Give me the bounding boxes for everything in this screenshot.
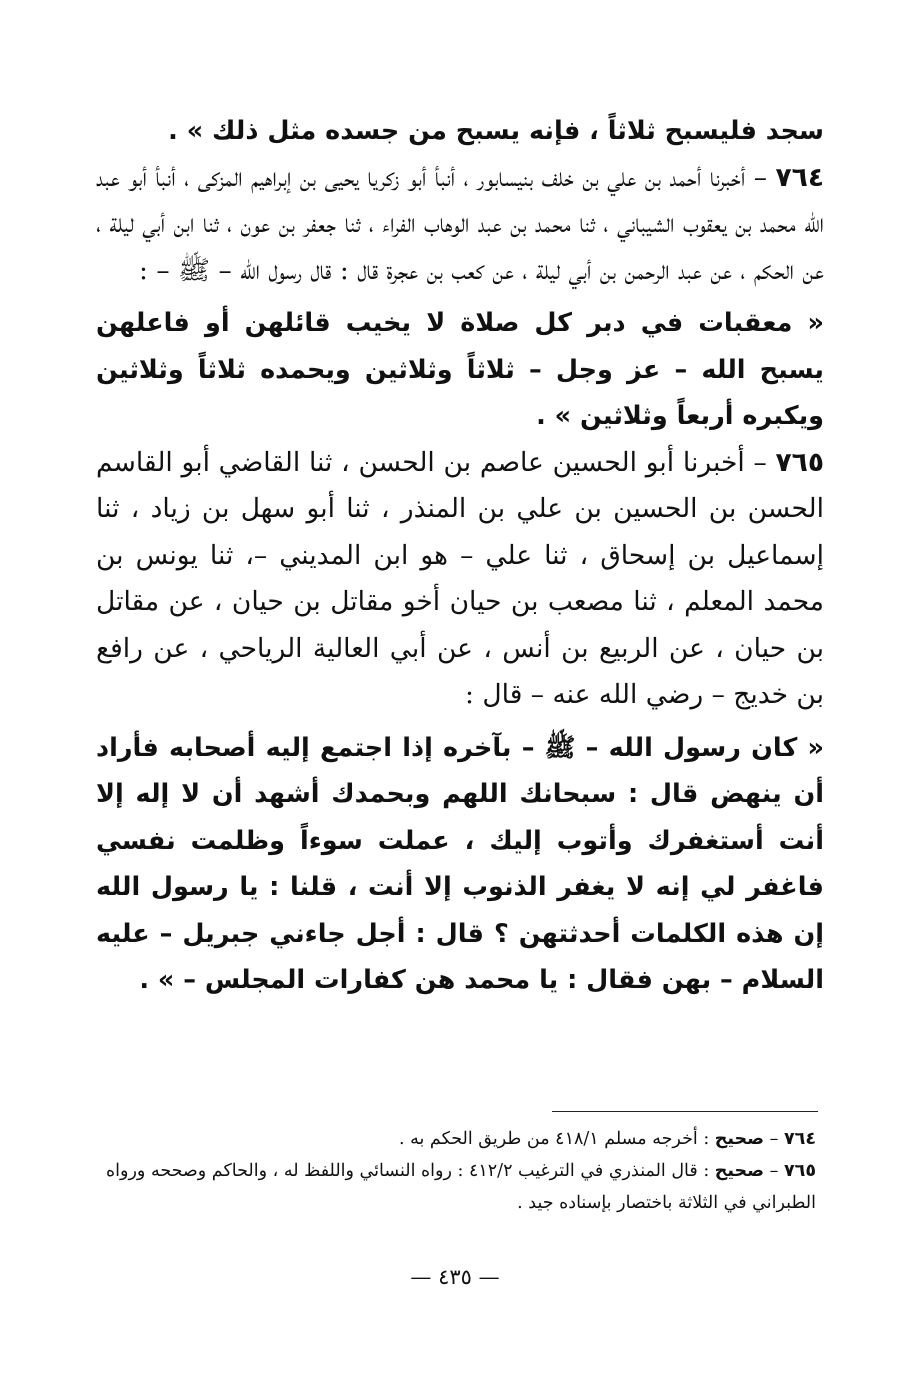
footnote-765 [86,1155,816,1219]
hadith-number: ٧٦٥ [775,446,824,478]
isnad-text: – أخبرنا أبو الحسين عاصم بن الحسن ، ثنا القاضي أبو القاسم الحسن بن الحسين بن علي بن المنذر ، ثنا أبو سهل بن زياد ، ثنا إسماعيل بن إسحاق ، ثنا علي – هو ابن المديني –، ثنا يونس بن محمد المعلم ، ثنا مصعب بن حيان أخو مقاتل بن حيان ، عن مقاتل بن حيان ، عن الربيع بن أنس ، عن أبي العالية الرياحي ، عن رافع بن خديج – رضي الله عنه – قال : [96,446,824,710]
isnad-text: – أخبرنا أحمد بن علي بن خلف بنيسابور ، أنبأ أبو زكريا يحيى بن إبراهيم المزكى ، أنبأ أبو عبد الله محمد بن يعقوب الشيباني ، ثنا محمد بن عبد الوهاب الفراء ، ثنا جعفر بن عون ، ثنا ابن أبي ليلة ، عن الحكم ، عن عبد الرحمن بن أبي ليلة ، عن كعب بن عجرة قال : قال رسول الله – ﷺ – : [96,161,824,286]
footnote-text: : أخرجه مسلم ٤١٨/١ من طريق الحكم به . [398,1129,715,1149]
hadith-764-text: « معقبات في دبر كل صلاة لا يخيب قائلهن أو فاعلهن يسبح الله – عز وجل – ثلاثاً وثلاثين ويحمده ثلاثاً وثلاثين ويكبره أربعاً وثلاثين » . [96,308,824,431]
footnote-number: ٧٦٥ [783,1161,816,1181]
footnote-divider [552,1111,818,1112]
hadith-text-continued: سجد فليسبح ثلاثاً ، فإنه يسبح من جسده مثل ذلك » . [168,116,824,146]
footnote-grade: صحيح [714,1161,765,1181]
hadith-764-chain [96,155,824,295]
page-number: — ٤٣٥ — [410,1265,500,1289]
footnote-764 [86,1123,816,1155]
hadith-765-chain [96,440,824,719]
footnote-grade: صحيح [714,1129,765,1149]
footnote-dash: – [764,1161,784,1181]
main-text [96,108,824,1004]
footnote-dash: – [764,1129,784,1149]
hadith-765-text: « كان رسول الله – ﷺ – بآخره إذا اجتمع إليه أصحابه فأراد أن ينهض قال : سبحانك اللهم وبحمدك أشهد أن لا إله إلا أنت أستغفرك وأتوب إليك ، عملت سوءاً وظلمت نفسي فاغفر لي إنه لا يغفر الذنوب إلا أنت ، قلنا : يا رسول الله إن هذه الكلمات أحدثتهن ؟ قال : أجل جاءني جبريل – عليه السلام – بهن فقال : يا محمد هن كفارات المجلس – » . [96,732,824,995]
hadith-number: ٧٦٤ [775,161,824,193]
footnote-number: ٧٦٤ [783,1129,816,1149]
footnotes [86,1123,816,1219]
footnote-text: : قال المنذري في الترغيب ٤١٢/٢ : رواه النسائي واللفظ له ، والحاكم وصححه ورواه الطبراني في الثلاثة باختصار بإسناده جيد . [106,1161,816,1213]
